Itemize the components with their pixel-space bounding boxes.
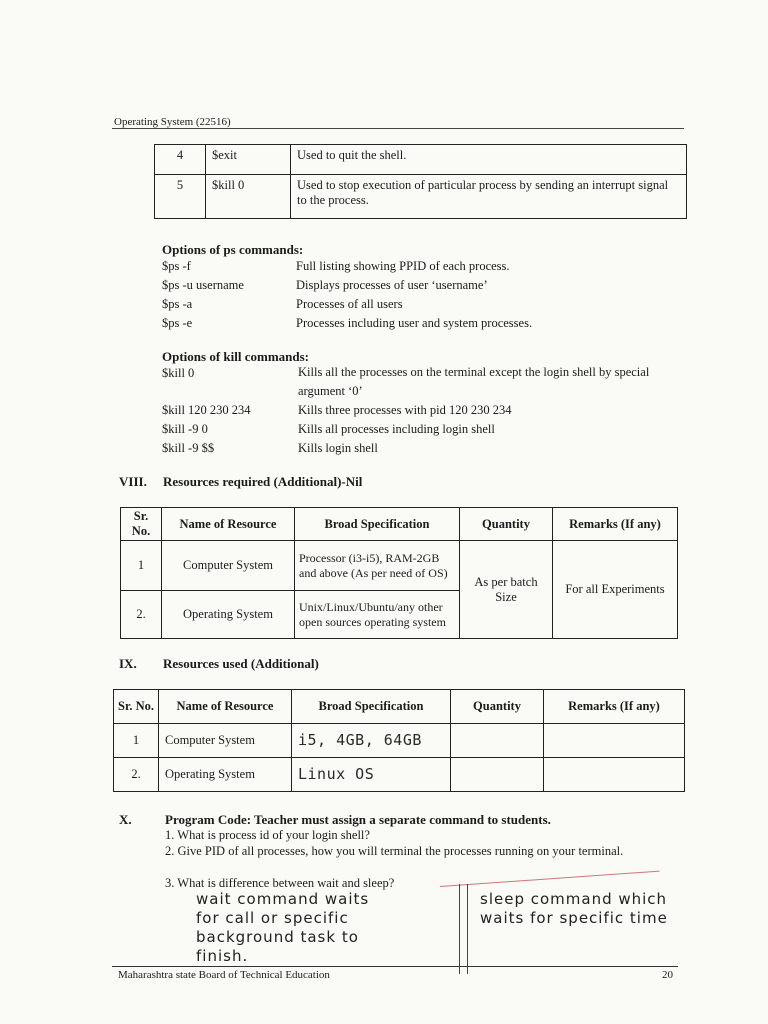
cell-sr: 2.: [121, 591, 162, 639]
cell-name: Operating System: [159, 758, 292, 792]
commands-table: [154, 144, 687, 219]
ps-option-desc: Displays processes of user ‘username’: [296, 278, 488, 292]
col-header: Broad Specification: [295, 508, 460, 541]
col-header: Remarks (If any): [553, 508, 678, 541]
kill-option-cmd: $kill -9 0: [162, 422, 208, 436]
table-header-row: [114, 690, 685, 724]
table-row: [155, 175, 687, 219]
cell-sr: 2.: [114, 758, 159, 792]
cell-spec: Processor (i3-i5), RAM-2GB and above (As per need of OS): [295, 541, 460, 591]
kill-options-title: Options of kill commands:: [162, 349, 309, 364]
section-10-numeral: X.: [119, 812, 132, 827]
resources-required-table: [120, 507, 678, 639]
cell-name: Operating System: [162, 591, 295, 639]
cell-cmd: $kill 0: [206, 175, 291, 219]
footer-rule: [112, 966, 678, 967]
col-header: Name of Resource: [159, 690, 292, 724]
cell-quantity: As per batch Size: [460, 541, 553, 639]
kill-option-desc: Kills all the processes on the terminal except the login shell by special argument ‘0’: [298, 365, 650, 398]
kill-option-cmd: $kill -9 $$: [162, 441, 215, 455]
col-header: Name of Resource: [162, 508, 295, 541]
col-header: Sr. No.: [114, 690, 159, 724]
kill-option-cmd: $kill 120 230 234: [162, 403, 251, 417]
col-header: Quantity: [451, 690, 544, 724]
section-9-numeral: IX.: [119, 656, 137, 671]
answer-divider-line: [459, 884, 460, 974]
ps-options-title: Options of ps commands:: [162, 242, 304, 257]
cell-sr: 1: [114, 724, 159, 758]
cell-quantity: [451, 758, 544, 792]
handwritten-line: sleep command which: [480, 890, 668, 908]
section-9-title: Resources used (Additional): [163, 656, 319, 671]
cell-remarks: For all Experiments: [553, 541, 678, 639]
section-10-title: Program Code: Teacher must assign a separate command to students.: [165, 812, 551, 827]
handwritten-line: finish.: [196, 947, 249, 965]
cell-spec-handwritten: Linux OS: [292, 758, 451, 792]
ps-option-desc: Processes of all users: [296, 297, 403, 311]
question-3: 3. What is difference between wait and sleep?: [165, 876, 395, 890]
handwritten-line: background task to: [196, 928, 359, 946]
answer-divider-line: [467, 884, 468, 974]
page-header: Operating System (22516): [114, 116, 231, 128]
section-8-numeral: VIII.: [119, 474, 147, 489]
kill-option-cmd: $kill 0: [162, 366, 195, 380]
ps-option-cmd: $ps -a: [162, 297, 193, 311]
cell-no: 4: [155, 145, 206, 175]
cell-desc: Used to quit the shell.: [291, 145, 687, 175]
cell-name: Computer System: [162, 541, 295, 591]
table-row: [121, 541, 678, 591]
footer-text: Maharashtra state Board of Technical Education: [118, 969, 330, 981]
col-header: Sr. No.: [121, 508, 162, 541]
ps-option-desc: Full listing showing PPID of each process.: [296, 259, 510, 273]
ps-option-desc: Processes including user and system processes.: [296, 316, 533, 330]
cell-remarks: [544, 724, 685, 758]
cell-quantity: [451, 724, 544, 758]
table-header-row: [121, 508, 678, 541]
kill-option-desc: Kills login shell: [298, 441, 378, 455]
kill-option-desc: Kills three processes with pid 120 230 234: [298, 403, 512, 417]
question-2: 2. Give PID of all processes, how you will terminal the processes running on your terminal.: [165, 844, 624, 858]
section-8-title: Resources required (Additional)-Nil: [163, 474, 363, 489]
cell-desc: Used to stop execution of particular process by sending an interrupt signal to the process.: [291, 175, 687, 219]
header-rule: [112, 128, 684, 129]
question-1: 1. What is process id of your login shell?: [165, 828, 370, 842]
ps-option-cmd: $ps -f: [162, 259, 191, 273]
cell-remarks: [544, 758, 685, 792]
cell-cmd: $exit: [206, 145, 291, 175]
handwritten-line: waits for specific time: [480, 909, 668, 927]
table-row: [114, 758, 685, 792]
col-header: Remarks (If any): [544, 690, 685, 724]
col-header: Broad Specification: [292, 690, 451, 724]
kill-option-desc: Kills all processes including login shell: [298, 422, 495, 436]
cell-sr: 1: [121, 541, 162, 591]
handwritten-line: for call or specific: [196, 909, 349, 927]
ps-option-cmd: $ps -e: [162, 316, 193, 330]
cell-spec: Unix/Linux/Ubuntu/any other open sources operating system: [295, 591, 460, 639]
cell-spec-handwritten: i5, 4GB, 64GB: [292, 724, 451, 758]
cell-no: 5: [155, 175, 206, 219]
resources-used-table: [113, 689, 685, 792]
col-header: Quantity: [460, 508, 553, 541]
page-number: 20: [662, 969, 673, 981]
handwritten-line: wait command waits: [196, 890, 370, 908]
ps-option-cmd: $ps -u username: [162, 278, 244, 292]
table-row: [155, 145, 687, 175]
table-row: [114, 724, 685, 758]
cell-name: Computer System: [159, 724, 292, 758]
